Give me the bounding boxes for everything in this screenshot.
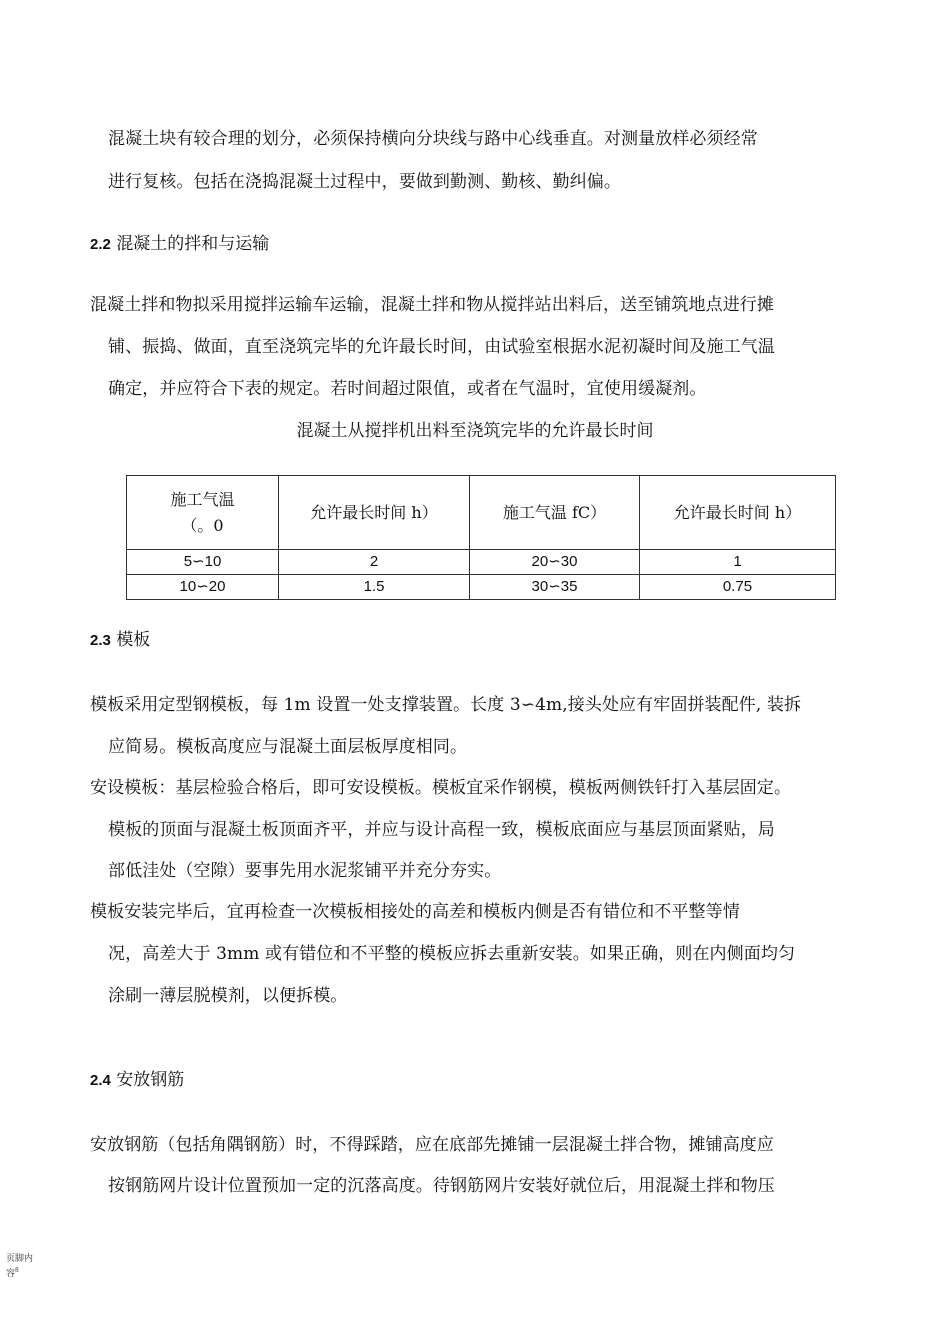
header-cell: [127, 476, 279, 550]
section-heading-2-2: [90, 233, 269, 256]
time-limit-table: [126, 475, 836, 600]
table-row: [127, 575, 836, 600]
paragraph-line: 安设模板：基层检验合格后，即可安设模板。模板宜采作钢模，模板两侧铁钎打入基层固定。: [90, 778, 792, 798]
header-cell-line: 施工气温: [170, 489, 235, 509]
paragraph-line: 安放钢筋（包括角隅钢筋）时，不得踩踏，应在底部先摊铺一层混凝土拌合物，摊铺高度应: [90, 1135, 774, 1155]
table-cell: 2: [279, 550, 470, 575]
section-title: 混凝土的拌和与运输: [116, 234, 270, 254]
table-cell: 1: [640, 550, 836, 575]
paragraph-line: 涂刷一薄层脱模剂，以便拆模。: [108, 986, 348, 1006]
section-title: 安放钢筋: [116, 1070, 185, 1090]
header-cell: 允许最长时间 h）: [279, 476, 470, 550]
paragraph-line: 模板安装完毕后，宜再检查一次模板相接处的高差和模板内侧是否有错位和不平整等情: [90, 902, 740, 922]
paragraph-line: 模板的顶面与混凝土板顶面齐平，并应与设计高程一致，模板底面应与基层顶面紧贴，局: [108, 820, 775, 840]
table-cell: 0.75: [640, 575, 836, 600]
page-mark: 8: [15, 1267, 19, 1274]
paragraph-line: 部低洼处（空隙）要事先用水泥浆铺平并充分夯实。: [108, 861, 502, 881]
footer-line-1: 页脚内: [6, 1254, 34, 1264]
intro-line-2: 进行复核。包括在浇捣混凝土过程中，要做到勤测、勤核、勤纠偏。: [108, 172, 621, 192]
header-cell-line: （。0: [181, 515, 224, 535]
table-cell: 10∽20: [127, 575, 279, 600]
header-cell: 允许最长时间 h）: [640, 476, 836, 550]
table-header-row: [127, 476, 836, 550]
table-cell: 5∽10: [127, 550, 279, 575]
paragraph-line: 模板采用定型钢模板，每 1m 设置一处支撑装置。长度 3∽4m,接头处应有牢固拼装配件, 装拆: [90, 695, 802, 715]
paragraph-line: 应简易。模板高度应与混凝土面层板厚度相同。: [108, 737, 468, 757]
paragraph-line: 铺、振捣、做面，直至浇筑完毕的允许最长时间，由试验室根据水泥初凝时间及施工气温: [108, 337, 775, 357]
section-number: 2.4: [90, 1072, 111, 1089]
paragraph-line: 按钢筋网片设计位置预加一定的沉落高度。待钢筋网片安装好就位后，用混凝土拌和物压: [108, 1176, 775, 1196]
table-cell: 20∽30: [470, 550, 640, 575]
section-title: 模板: [116, 630, 151, 650]
footer-text: 容: [6, 1269, 16, 1279]
section-number: 2.2: [90, 236, 111, 253]
footer-line-2: [6, 1265, 33, 1280]
table-caption: 混凝土从搅拌机出料至浇筑完毕的允许最长时间: [296, 421, 654, 441]
paragraph-line: 混凝土拌和物拟采用搅拌运输车运输，混凝土拌和物从搅拌站出料后，送至铺筑地点进行摊: [90, 295, 774, 315]
section-heading-2-3: [90, 629, 150, 652]
header-cell: 施工气温 fC）: [470, 476, 640, 550]
page-footer: [6, 1253, 33, 1280]
paragraph-line: 况，高差大于 3mm 或有错位和不平整的模板应拆去重新安装。如果正确，则在内侧面均匀: [108, 944, 796, 964]
section-heading-2-4: [90, 1069, 184, 1092]
intro-line-1: 混凝土块有较合理的划分，必须保持横向分块线与路中心线垂直。对测量放样必须经常: [108, 129, 758, 149]
table-cell: 1.5: [279, 575, 470, 600]
table-row: [127, 550, 836, 575]
table-cell: 30∽35: [470, 575, 640, 600]
paragraph-line: 确定，并应符合下表的规定。若时间超过限值，或者在气温时，宜使用缓凝剂。: [108, 379, 707, 399]
section-number: 2.3: [90, 632, 111, 649]
